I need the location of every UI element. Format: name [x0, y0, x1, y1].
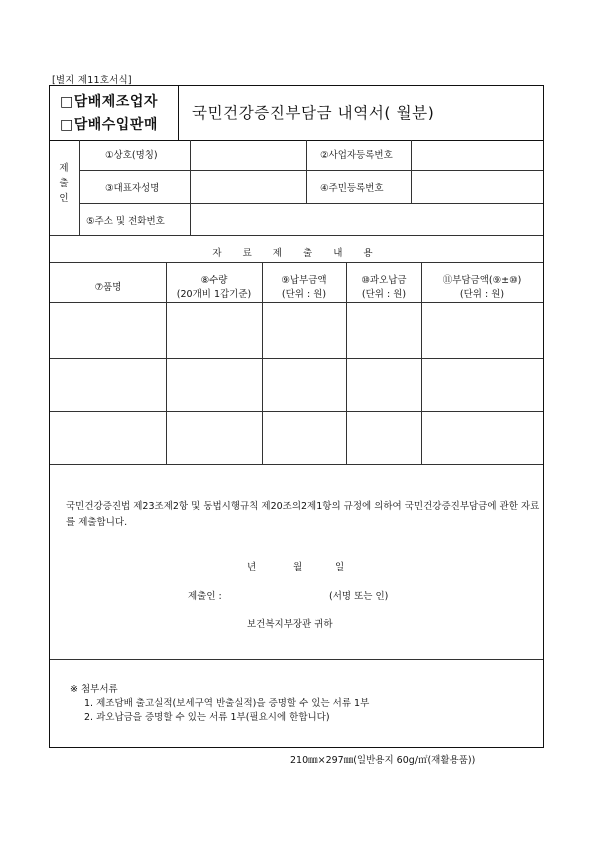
signer-name-field[interactable] [240, 584, 322, 602]
submitter-group-label: 제 출 인 [59, 163, 69, 204]
address-phone-field[interactable] [191, 204, 542, 232]
column-header-paid-amount-unit: (단위 : 원) [281, 289, 327, 300]
attachments-heading: ※ 첨부서류 [70, 684, 118, 695]
column-header-item: ⑦품명 [94, 282, 122, 293]
divider [79, 140, 80, 235]
attachment-item: 1. 제조담배 출고실적(보세구역 반출실적)을 증명할 수 있는 서류 1부 [84, 698, 370, 709]
divider [306, 140, 307, 203]
column-header-paid-amount: ⑨납부금액 [281, 275, 327, 286]
business-reg-no-field[interactable] [412, 141, 542, 167]
field-label-address-phone: ⑤주소 및 전화번호 [86, 216, 165, 227]
column-header-charge-amount: ⑪부담금액(⑨±⑩) [442, 275, 522, 286]
column-header-quantity-note: (20개비 1갑기준) [176, 289, 252, 300]
field-label-company-name: ①상호(명칭) [105, 150, 158, 161]
column-header-overpayment-unit: (단위 : 원) [361, 289, 407, 300]
resident-reg-no-field[interactable] [412, 171, 542, 201]
business-type-manufacturer[interactable]: □담배제조업자 [60, 94, 158, 110]
field-label-representative: ③대표자성명 [105, 183, 160, 194]
date-year-label: 년 [247, 562, 257, 573]
company-name-field[interactable] [191, 141, 305, 167]
divider [50, 464, 543, 465]
table-row[interactable] [51, 410, 543, 462]
recipient: 보건복지부장관 귀하 [247, 619, 333, 630]
declaration-text: 국민건강증진법 제23조제2항 및 동법시행규칙 제20조의2제1항의 규정에 의하여 국민건강증진부담금에 관한 자료를 제출합니다. [66, 501, 540, 528]
form-code: [별지 제11호서식] [52, 75, 132, 86]
divider [50, 262, 543, 263]
date-day-label: 일 [335, 562, 345, 573]
divider [50, 235, 543, 236]
representative-field[interactable] [191, 171, 305, 201]
attachment-item: 2. 과오납금을 증명할 수 있는 서류 1부(필요시에 한합니다) [84, 712, 330, 723]
column-header-overpayment: ⑩과오납금 [361, 275, 407, 286]
signer-label: 제출인 : [188, 591, 222, 602]
field-label-business-reg-no: ②사업자등록번호 [320, 150, 393, 161]
field-label-resident-reg-no: ④주민등록번호 [320, 183, 384, 194]
paper-spec: 210㎜×297㎜(일반용지 60g/㎡(재활용품)) [290, 755, 476, 766]
divider [178, 86, 179, 140]
table-row[interactable] [51, 357, 543, 409]
section-title: 자 료 제 출 내 용 [212, 248, 382, 259]
business-type-importer[interactable]: □담배수입판매 [60, 117, 158, 133]
table-row[interactable] [51, 303, 543, 355]
divider [50, 659, 543, 660]
column-header-charge-amount-unit: (단위 : 원) [459, 289, 505, 300]
column-header-quantity: ⑧수량 [200, 275, 228, 286]
page-title: 국민건강증진부담금 내역서( 월분) [192, 104, 435, 122]
signature-note: (서명 또는 인) [329, 591, 389, 602]
date-month-label: 월 [293, 562, 303, 573]
